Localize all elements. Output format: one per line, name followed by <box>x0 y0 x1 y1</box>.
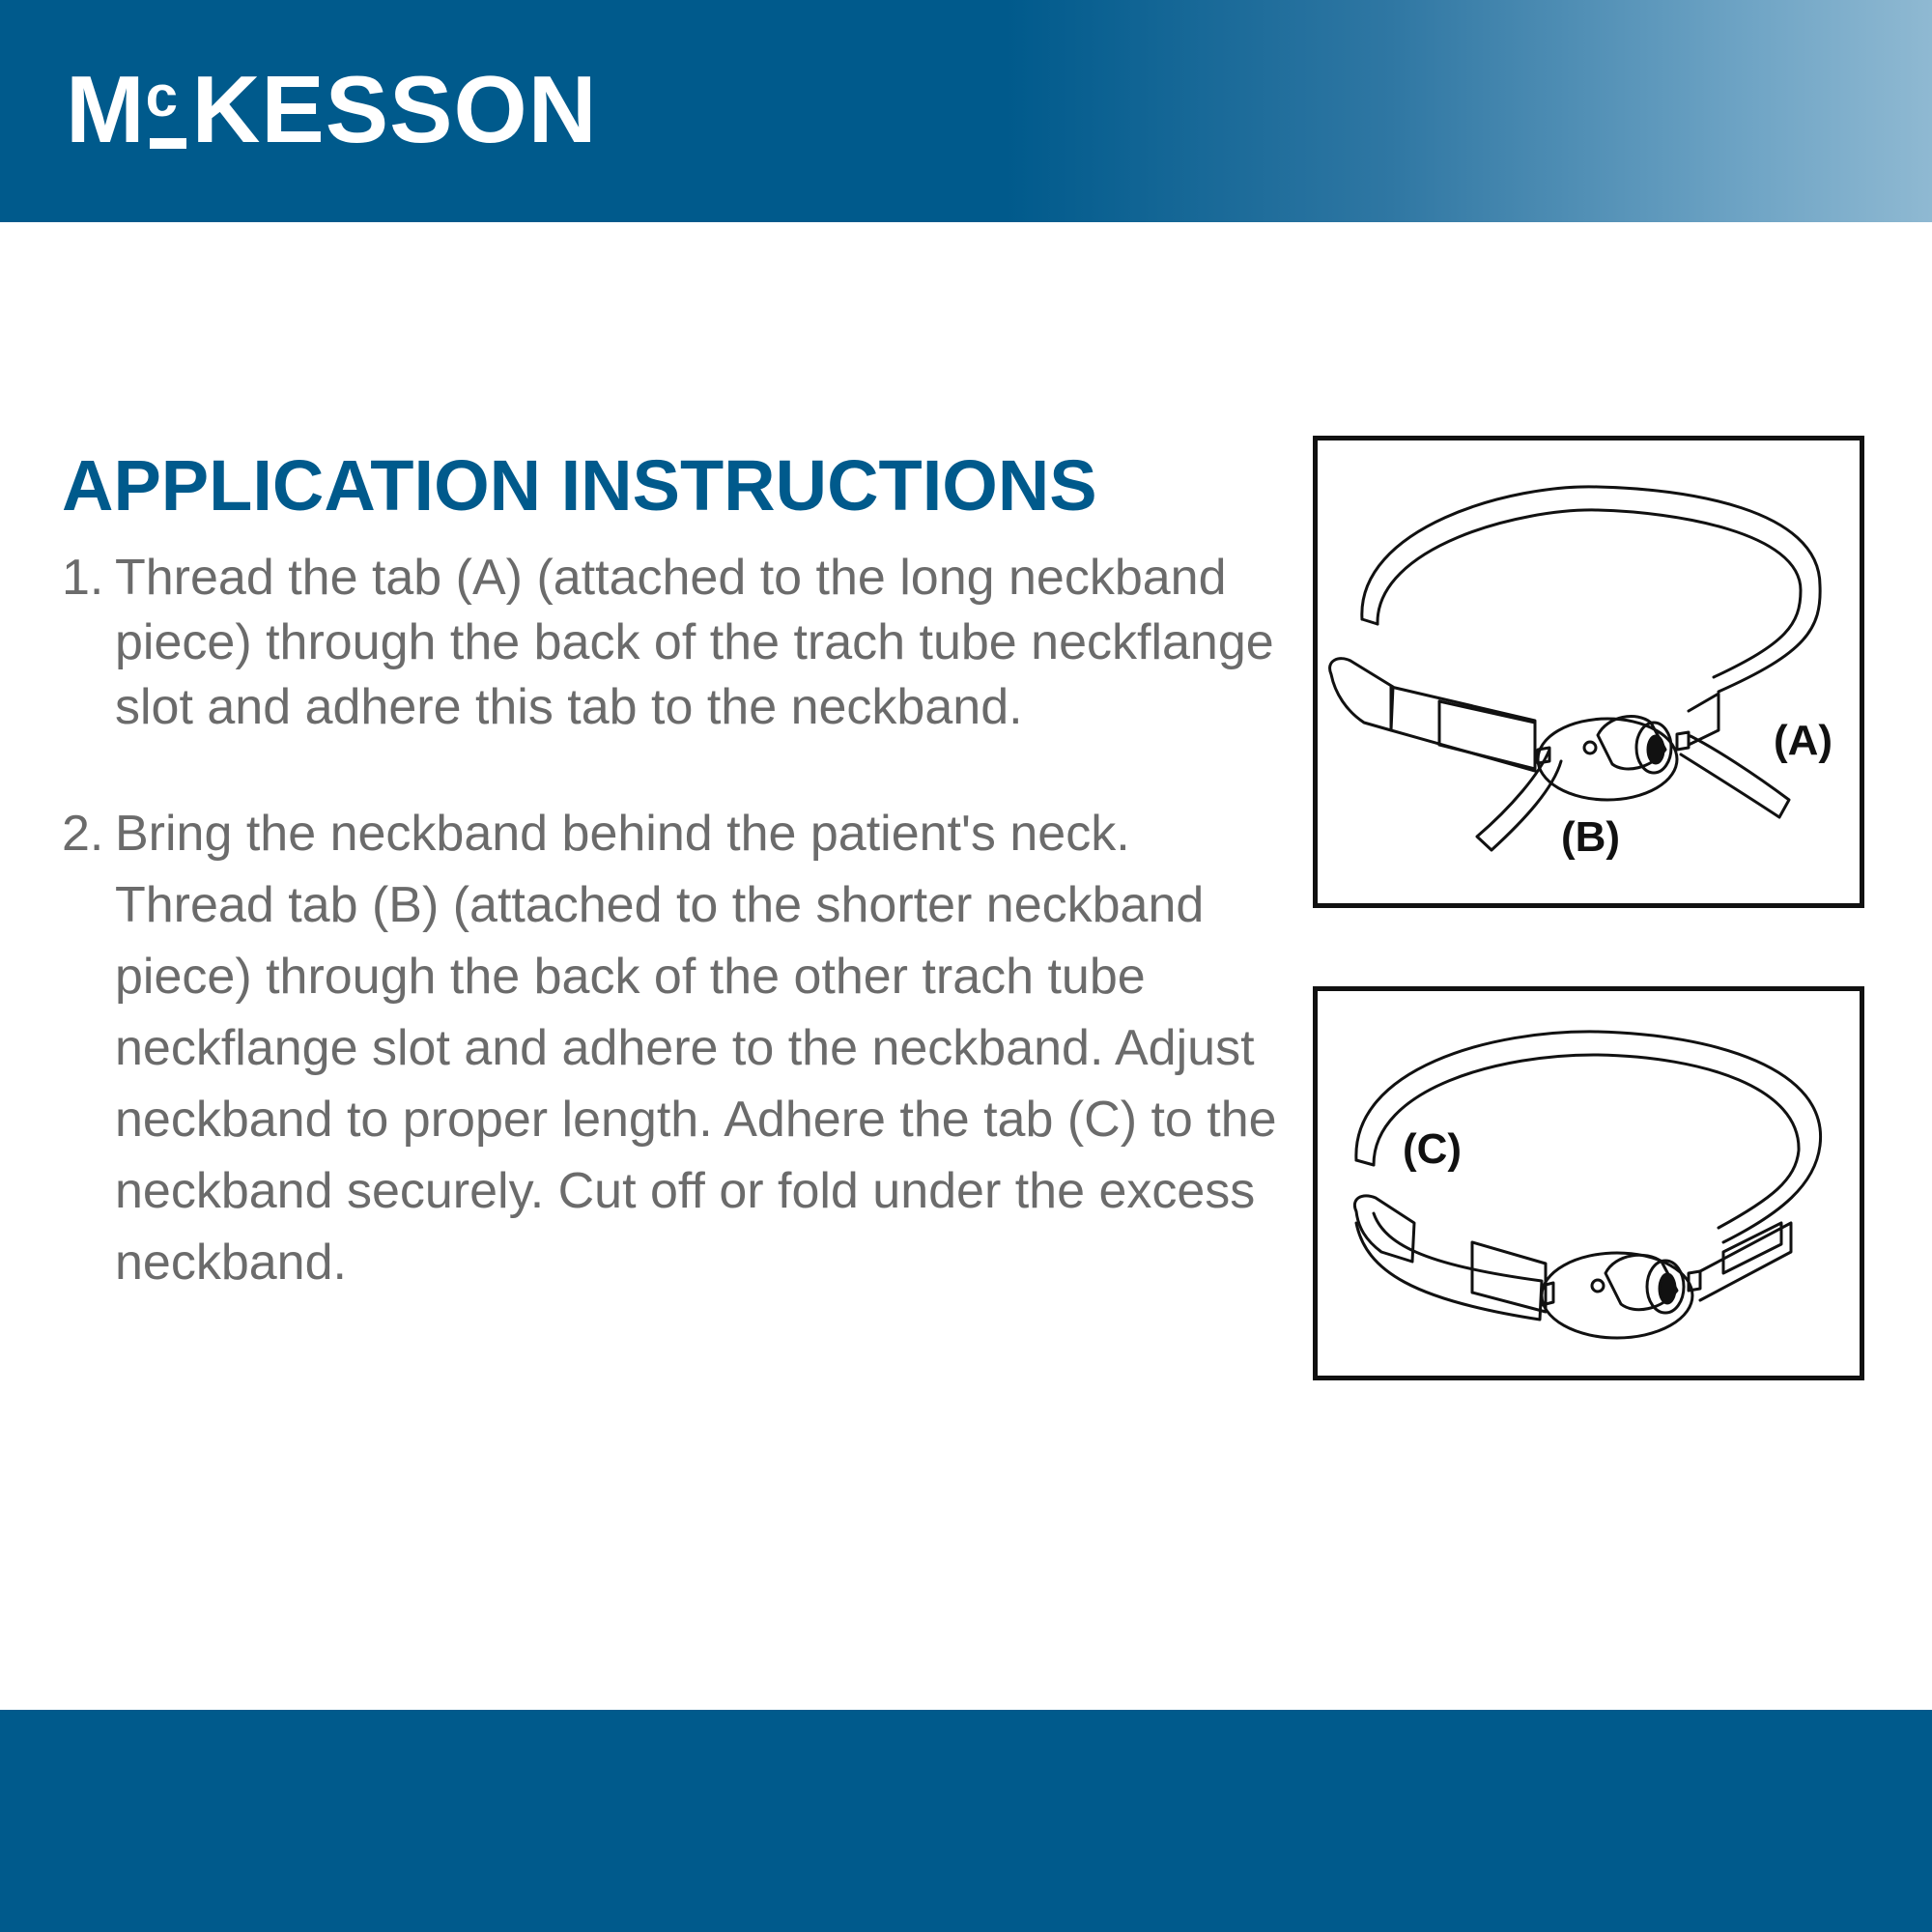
left-tab <box>1330 659 1393 730</box>
cannula-hole <box>1660 1274 1675 1303</box>
logo-small-c <box>146 60 190 156</box>
callout-c-label: (C) <box>1403 1125 1463 1173</box>
step-number: 1. <box>62 550 104 606</box>
flange-slot-right <box>1677 732 1689 750</box>
figure-step-1-illustration <box>1313 436 1864 908</box>
footer-band <box>0 1710 1932 1932</box>
logo-letter-c: c <box>145 64 180 128</box>
neckband-secured-illustration <box>1318 991 1860 1376</box>
logo-letters-rest: KESSON <box>191 56 598 162</box>
neckband-back-inner <box>1378 510 1801 677</box>
application-instructions-heading: APPLICATION INSTRUCTIONS <box>62 445 1097 526</box>
obturator-knob <box>1592 1280 1604 1292</box>
left-band-strip <box>1391 687 1535 771</box>
neckband-back-outer <box>1362 487 1820 692</box>
header-band <box>0 0 1932 222</box>
logo-letter-m: M <box>66 56 146 162</box>
tab-c <box>1354 1196 1414 1262</box>
cannula-hole <box>1648 736 1663 763</box>
logo-underline-bar <box>150 138 186 149</box>
step-text: Thread the tab (A) (attached to the long neckband piece) through the back of the trach tube neckflange slot and adhere this tab to the neckband. <box>115 550 1274 735</box>
instruction-step-1 <box>62 546 1279 740</box>
step-number: 2. <box>62 806 104 862</box>
mckesson-logo <box>66 50 598 162</box>
right-pad <box>1723 1223 1781 1273</box>
obturator-knob <box>1584 742 1596 753</box>
callout-a-label: (A) <box>1774 717 1833 764</box>
neckband-attach-illustration <box>1318 440 1860 903</box>
callout-b-label: (B) <box>1561 813 1621 861</box>
instruction-steps <box>62 546 1279 1298</box>
figure-step-2-illustration <box>1313 986 1864 1380</box>
step-text: Bring the neckband behind the patient's neck. Thread tab (B) (attached to the shorter neckband piece) through the back of the other trach tube neckflange slot and adhere to the neckband. Adjust neckband to proper length. Adhere the tab (C) to the neckband securely. Cut off or fold under the excess neckband. <box>115 806 1277 1291</box>
neckband-back-edge <box>1362 619 1378 624</box>
neckband-loop-edge <box>1356 1160 1374 1165</box>
instruction-step-2 <box>62 798 1279 1298</box>
